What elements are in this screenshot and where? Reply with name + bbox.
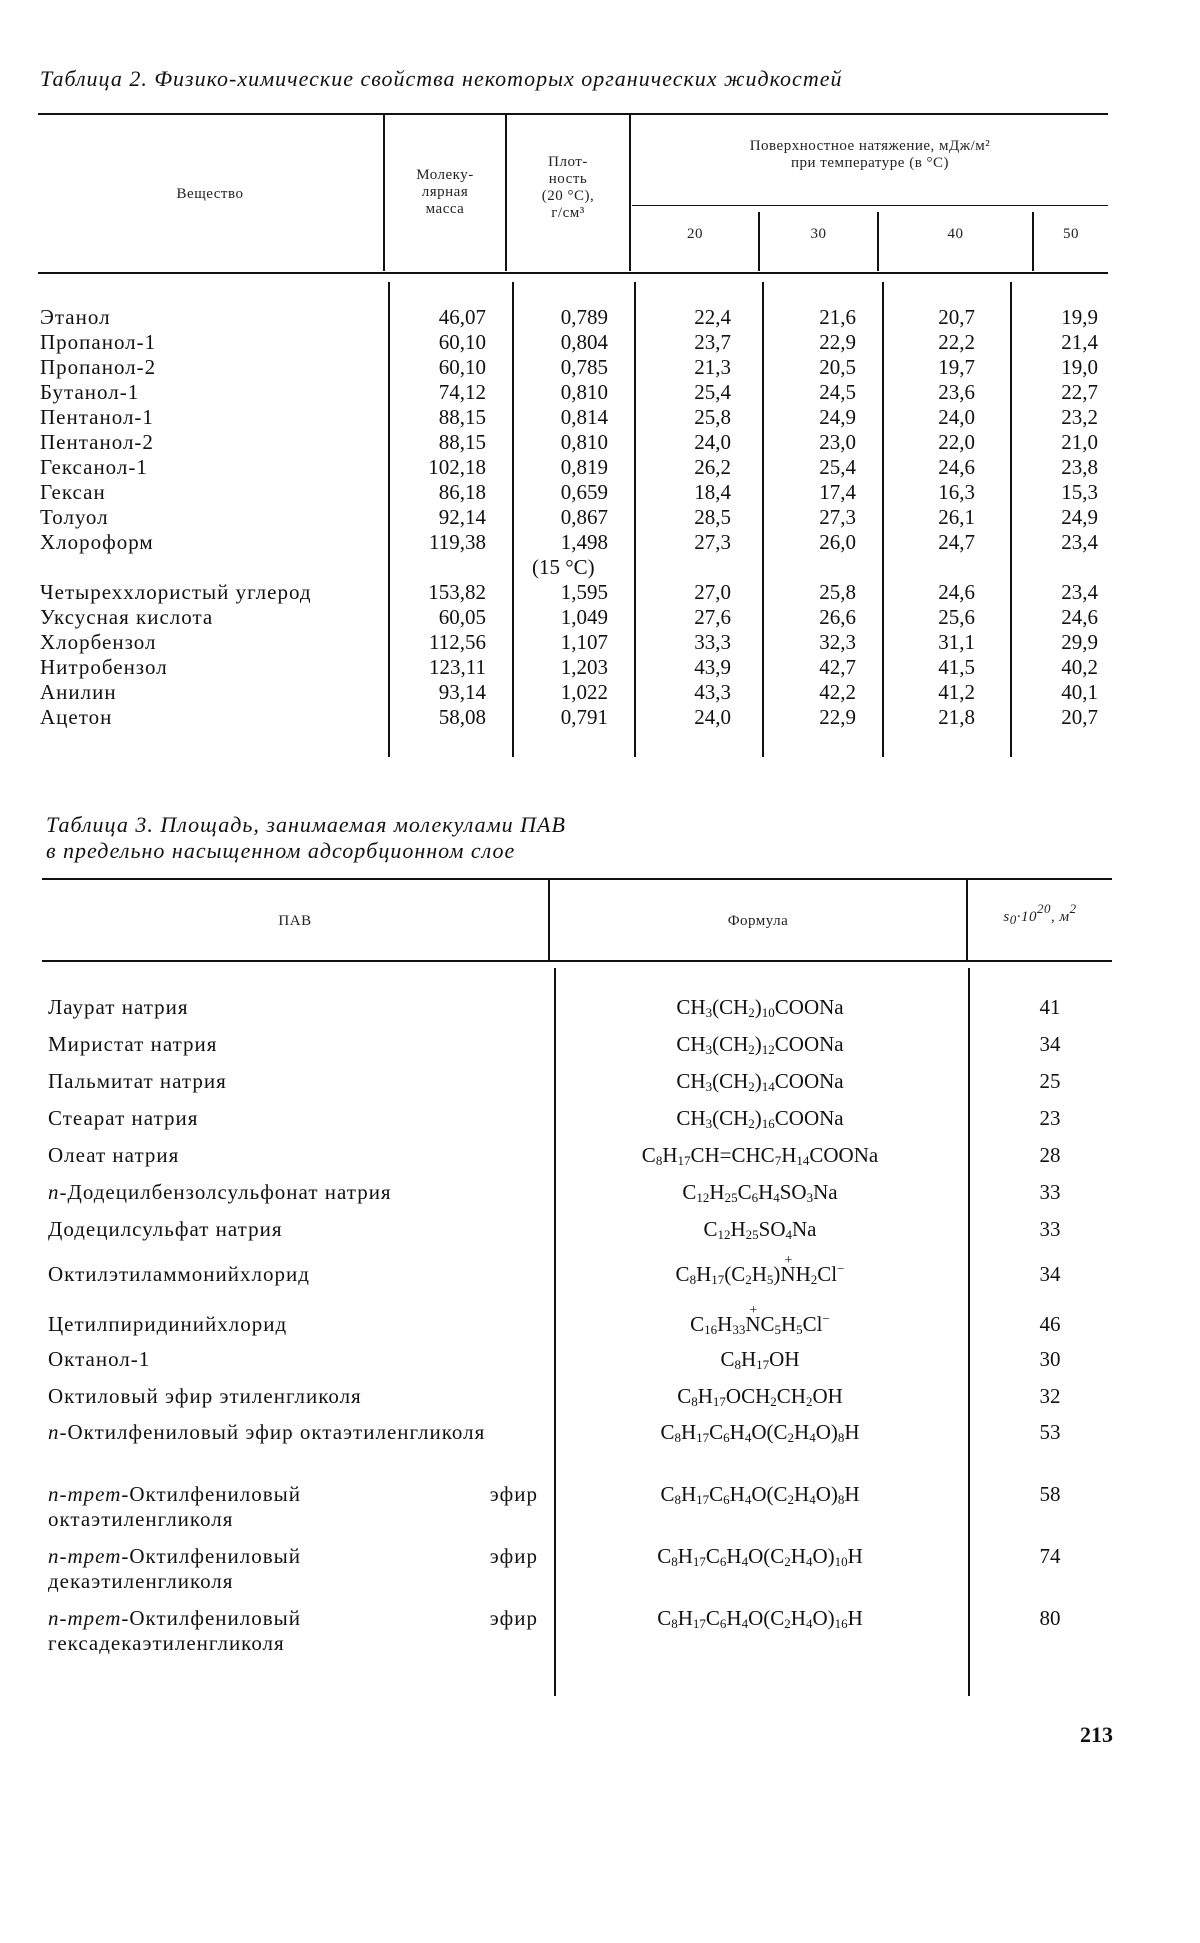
cell-density: 0,785 bbox=[560, 355, 608, 379]
surfactant-area: 32 bbox=[1039, 1384, 1061, 1408]
cell-density: 0,810 bbox=[560, 380, 608, 404]
table-row bbox=[40, 705, 1140, 730]
surfactant-name: Додецилсульфат натрия bbox=[48, 1217, 283, 1241]
table3-vrule bbox=[554, 968, 556, 1696]
table-row bbox=[40, 480, 1140, 505]
surfactant-name: Октилэтиламмонийхлорид bbox=[48, 1262, 310, 1286]
cell-mass: 60,10 bbox=[438, 330, 486, 354]
cell-mass: 112,56 bbox=[429, 630, 486, 654]
cell-t50: 40,2 bbox=[1061, 655, 1098, 679]
cell-t40: 24,6 bbox=[938, 580, 975, 604]
cell-t50: 20,7 bbox=[1061, 705, 1098, 729]
cell-t30: 26,0 bbox=[819, 530, 856, 554]
cell-t50: 23,2 bbox=[1061, 405, 1098, 429]
substance-name: Бутанол-1 bbox=[40, 380, 140, 404]
surfactant-area: 28 bbox=[1039, 1143, 1061, 1167]
cell-t30: 42,2 bbox=[819, 680, 856, 704]
substance-name: Этанол bbox=[40, 305, 111, 329]
cell-density: 1,022 bbox=[560, 680, 608, 704]
cell-t50: 19,0 bbox=[1061, 355, 1098, 379]
table2-caption: Таблица 2. Физико-химические свойства некоторых органических жидкостей bbox=[40, 66, 843, 91]
surfactant-formula: $C_8H_{17}C_6H_4O(C_2H_4O)_8H$ bbox=[660, 1482, 860, 1507]
table2-header-mass: Молеку- лярная масса bbox=[416, 167, 474, 217]
cell-density: 0,791 bbox=[560, 705, 608, 729]
surfactant-name: n-трет-Октилфениловый эфир декаэтиленгликоля bbox=[48, 1544, 538, 1593]
table-row bbox=[40, 680, 1140, 705]
surfactant-formula: $C_8H_{17}OCH_2CH_2OH$ bbox=[677, 1384, 843, 1409]
cell-density: 1,049 bbox=[560, 605, 608, 629]
cell-t30: 25,8 bbox=[819, 580, 856, 604]
cell-t40: 41,5 bbox=[938, 655, 975, 679]
cell-t40: 21,8 bbox=[938, 705, 975, 729]
cell-density: 0,867 bbox=[560, 505, 608, 529]
cell-t40: 19,7 bbox=[938, 355, 975, 379]
cell-t20: 27,0 bbox=[694, 580, 731, 604]
surfactant-area: 30 bbox=[1039, 1347, 1061, 1371]
cell-t20: 25,8 bbox=[694, 405, 731, 429]
cell-t20: 43,9 bbox=[694, 655, 731, 679]
table-row bbox=[40, 355, 1140, 380]
table3-header-formula: Формула bbox=[727, 913, 789, 929]
cell-density: 1,203 bbox=[560, 655, 608, 679]
cell-t30: 24,5 bbox=[819, 380, 856, 404]
cell-t20: 27,3 bbox=[694, 530, 731, 554]
surfactant-name: Пальмитат натрия bbox=[48, 1069, 227, 1093]
table-row bbox=[40, 580, 1140, 605]
cell-mass: 102,18 bbox=[428, 455, 486, 479]
cell-t50: 23,4 bbox=[1061, 580, 1098, 604]
surfactant-formula: $CH_3(CH_2)_{10}COONa$ bbox=[676, 995, 844, 1020]
surfactant-area: 41 bbox=[1039, 995, 1061, 1019]
cell-mass: 119,38 bbox=[429, 530, 486, 554]
cell-t50: 29,9 bbox=[1061, 630, 1098, 654]
surfactant-name: n-Октилфениловый эфир октаэтиленгликоля bbox=[48, 1420, 486, 1444]
substance-name: Хлороформ bbox=[40, 530, 154, 554]
cell-t40: 20,7 bbox=[938, 305, 975, 329]
cell-t20: 28,5 bbox=[694, 505, 731, 529]
surfactant-area: 33 bbox=[1039, 1217, 1061, 1241]
density-note: (15 °С) bbox=[532, 555, 595, 579]
cell-mass: 60,05 bbox=[438, 605, 486, 629]
table2-vrule bbox=[629, 115, 631, 271]
cell-t30: 23,0 bbox=[819, 430, 856, 454]
cell-density: 0,819 bbox=[560, 455, 608, 479]
cell-t20: 24,0 bbox=[694, 430, 731, 454]
surfactant-formula: $C_8H_{17}C_6H_4O(C_2H_4O)_8H$ bbox=[660, 1420, 860, 1445]
cell-density: 0,789 bbox=[560, 305, 608, 329]
cell-t20: 26,2 bbox=[694, 455, 731, 479]
cell-t50: 23,4 bbox=[1061, 530, 1098, 554]
table-row bbox=[40, 605, 1140, 630]
surfactant-area: 34 bbox=[1039, 1032, 1061, 1056]
cell-t30: 24,9 bbox=[819, 405, 856, 429]
cell-t20: 25,4 bbox=[694, 380, 731, 404]
cell-t50: 19,9 bbox=[1061, 305, 1098, 329]
substance-name: Уксусная кислота bbox=[40, 605, 214, 629]
table3-vrule bbox=[968, 968, 970, 1696]
surfactant-formula: $CH_3(CH_2)_{16}COONa$ bbox=[676, 1106, 844, 1131]
cell-t20: 22,4 bbox=[694, 305, 731, 329]
cell-t50: 22,7 bbox=[1061, 380, 1098, 404]
cell-density: 1,595 bbox=[560, 580, 608, 604]
cell-t30: 25,4 bbox=[819, 455, 856, 479]
table2-top-rule bbox=[38, 113, 1108, 115]
table2-header-substance: Вещество bbox=[176, 186, 244, 202]
surfactant-name: n-трет-Октилфениловый эфир гексадекаэтиленгликоля bbox=[48, 1606, 538, 1655]
surfactant-name: Октанол-1 bbox=[48, 1347, 151, 1371]
surfactant-formula: $C_8H_{17}OH$ bbox=[720, 1347, 800, 1372]
surfactant-area: 34 bbox=[1039, 1262, 1061, 1286]
cell-t20: 43,3 bbox=[694, 680, 731, 704]
surfactant-name: Цетилпиридинийхлорид bbox=[48, 1312, 288, 1336]
cell-mass: 92,14 bbox=[438, 505, 486, 529]
surfactant-name: Стеарат натрия bbox=[48, 1106, 199, 1130]
cell-t30: 26,6 bbox=[819, 605, 856, 629]
cell-t50: 40,1 bbox=[1061, 680, 1098, 704]
surfactant-formula: $C_{12}H_{25}SO_4Na$ bbox=[703, 1217, 817, 1242]
cell-mass: 88,15 bbox=[438, 405, 486, 429]
table-row bbox=[40, 380, 1140, 405]
table2-header-temp-20: 20 bbox=[687, 226, 703, 242]
cell-mass: 74,12 bbox=[438, 380, 486, 404]
surfactant-formula: $C_8H_{17}CH=CHC_7H_{14}COONa$ bbox=[641, 1143, 879, 1168]
table3-header-area: $s_0\cdot 10^{20}$, $м^2$ bbox=[1003, 901, 1077, 927]
cell-t50: 21,4 bbox=[1061, 330, 1098, 354]
cell-t40: 24,7 bbox=[938, 530, 975, 554]
cell-t30: 27,3 bbox=[819, 505, 856, 529]
cell-t50: 24,9 bbox=[1061, 505, 1098, 529]
cell-t30: 22,9 bbox=[819, 330, 856, 354]
cell-t40: 26,1 bbox=[938, 505, 975, 529]
surfactant-formula: $C_{12}H_{25}C_6H_4SO_3Na$ bbox=[682, 1180, 838, 1205]
substance-name: Толуол bbox=[40, 505, 109, 529]
cell-t40: 25,6 bbox=[938, 605, 975, 629]
cell-t50: 24,6 bbox=[1061, 605, 1098, 629]
surfactant-name: n-Додецилбензолсульфонат натрия bbox=[48, 1180, 392, 1204]
table2-header-density: Плот- ность (20 °С), г/см³ bbox=[541, 154, 595, 221]
table2-header-mid-rule bbox=[632, 205, 1108, 206]
table-row bbox=[40, 505, 1140, 530]
substance-name: Ацетон bbox=[40, 705, 113, 729]
cell-mass: 153,82 bbox=[428, 580, 486, 604]
cell-density: 0,810 bbox=[560, 430, 608, 454]
cell-t50: 15,3 bbox=[1061, 480, 1098, 504]
surfactant-area: 53 bbox=[1039, 1420, 1061, 1444]
table3-caption: Таблица 3. Площадь, занимаемая молекулами ПАВ в предельно насыщенном адсорбционном слое bbox=[46, 812, 566, 863]
table-row bbox=[40, 330, 1140, 355]
cell-t30: 20,5 bbox=[819, 355, 856, 379]
surfactant-area: 74 bbox=[1039, 1544, 1061, 1568]
cell-mass: 93,14 bbox=[438, 680, 486, 704]
substance-name: Анилин bbox=[40, 680, 117, 704]
page-number: 213 bbox=[1080, 1722, 1113, 1747]
surfactant-name: Олеат натрия bbox=[48, 1143, 180, 1167]
surfactant-area: 23 bbox=[1039, 1106, 1061, 1130]
cell-t20: 27,6 bbox=[694, 605, 731, 629]
substance-name: Пентанол-1 bbox=[40, 405, 154, 429]
cell-t40: 23,6 bbox=[938, 380, 975, 404]
cell-t20: 18,4 bbox=[694, 480, 731, 504]
cell-mass: 123,11 bbox=[429, 655, 486, 679]
cell-mass: 60,10 bbox=[438, 355, 486, 379]
cell-t40: 24,6 bbox=[938, 455, 975, 479]
substance-name: Пропанол-1 bbox=[40, 330, 157, 354]
cell-t20: 21,3 bbox=[694, 355, 731, 379]
substance-name: Гексанол-1 bbox=[40, 455, 148, 479]
table3-header-bottom-rule bbox=[42, 960, 1112, 962]
table-row bbox=[40, 430, 1140, 455]
table2-header-temp-40: 40 bbox=[947, 226, 964, 242]
surfactant-formula: $C_8H_{17}C_6H_4O(C_2H_4O)_{10}H$ bbox=[657, 1544, 863, 1569]
cell-t40: 22,0 bbox=[938, 430, 975, 454]
cell-mass: 88,15 bbox=[438, 430, 486, 454]
surfactant-area: 58 bbox=[1039, 1482, 1061, 1506]
table3-header-surfactant: ПАВ bbox=[278, 913, 312, 929]
table2-header-temp-30: 30 bbox=[810, 226, 827, 242]
cell-t20: 33,3 bbox=[694, 630, 731, 654]
surfactant-area: 33 bbox=[1039, 1180, 1061, 1204]
surfactant-formula: $C_8H_{17}C_6H_4O(C_2H_4O)_{16}H$ bbox=[657, 1606, 863, 1631]
surfactant-area: 46 bbox=[1039, 1312, 1061, 1336]
substance-name: Пропанол-2 bbox=[40, 355, 157, 379]
cell-density: 1,498 bbox=[560, 530, 608, 554]
table2-header-tension: Поверхностное натяжение, мДж/м² при температуре (в °С) bbox=[749, 138, 991, 171]
surfactant-area: 80 bbox=[1039, 1606, 1061, 1630]
substance-name: Хлорбензол bbox=[40, 630, 157, 654]
table-row bbox=[40, 305, 1140, 330]
cell-t20: 24,0 bbox=[694, 705, 731, 729]
surfactant-formula: $C_8H_{17}(C_2H_5)+ NH_2Cl^-$ bbox=[560, 1262, 960, 1287]
table2-vrule bbox=[505, 115, 507, 271]
substance-name: Нитробензол bbox=[40, 655, 168, 679]
cell-t40: 24,0 bbox=[938, 405, 975, 429]
cell-t30: 21,6 bbox=[819, 305, 856, 329]
cell-t50: 23,8 bbox=[1061, 455, 1098, 479]
cell-t40: 16,3 bbox=[938, 480, 975, 504]
table3-top-rule bbox=[42, 878, 1112, 880]
cell-mass: 46,07 bbox=[438, 305, 486, 329]
cell-t40: 22,2 bbox=[938, 330, 975, 354]
cell-density: 1,107 bbox=[560, 630, 608, 654]
table-row bbox=[40, 455, 1140, 480]
cell-t30: 42,7 bbox=[819, 655, 856, 679]
cell-t30: 17,4 bbox=[819, 480, 856, 504]
cell-density: 0,659 bbox=[560, 480, 608, 504]
cell-density: 0,814 bbox=[560, 405, 608, 429]
substance-name: Гексан bbox=[40, 480, 106, 504]
table2-header-bottom-rule bbox=[38, 272, 1108, 274]
surfactant-formula: $C_{16}H_{33}+ NC_5H_5Cl^-$ bbox=[560, 1312, 960, 1337]
table-row bbox=[40, 630, 1140, 655]
cell-t30: 32,3 bbox=[819, 630, 856, 654]
cell-t20: 23,7 bbox=[694, 330, 731, 354]
cell-mass: 86,18 bbox=[438, 480, 486, 504]
cell-t40: 31,1 bbox=[938, 630, 975, 654]
surfactant-name: Миристат натрия bbox=[48, 1032, 218, 1056]
cell-t30: 22,9 bbox=[819, 705, 856, 729]
table2-vrule bbox=[383, 115, 385, 271]
surfactant-formula: $CH_3(CH_2)_{12}COONa$ bbox=[676, 1032, 844, 1057]
substance-name: Четыреххлористый углерод bbox=[40, 580, 312, 604]
table-row bbox=[40, 655, 1140, 680]
cell-mass: 58,08 bbox=[438, 705, 486, 729]
surfactant-name: Лаурат натрия bbox=[48, 995, 189, 1019]
surfactant-name: Октиловый эфир этиленгликоля bbox=[48, 1384, 362, 1408]
surfactant-formula: $CH_3(CH_2)_{14}COONa$ bbox=[676, 1069, 844, 1094]
cell-density: 0,804 bbox=[560, 330, 608, 354]
table2-header-temp-50: 50 bbox=[1063, 226, 1079, 242]
surfactant-area: 25 bbox=[1039, 1069, 1061, 1093]
table-row bbox=[40, 530, 1140, 555]
cell-t50: 21,0 bbox=[1061, 430, 1098, 454]
table-row bbox=[40, 405, 1140, 430]
surfactant-name: n-трет-Октилфениловый эфир октаэтиленгликоля bbox=[48, 1482, 538, 1531]
substance-name: Пентанол-2 bbox=[40, 430, 154, 454]
cell-t40: 41,2 bbox=[938, 680, 975, 704]
